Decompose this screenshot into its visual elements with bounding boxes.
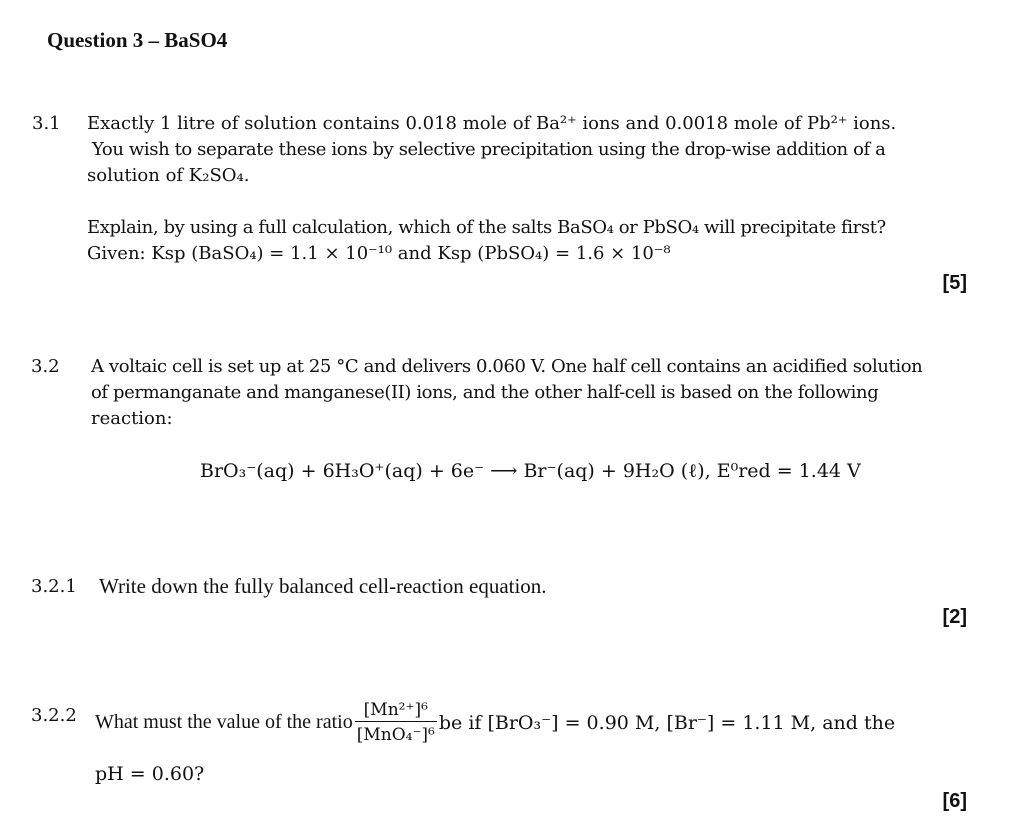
q3-1-given: Given: Ksp (BaSO₄) = 1.1 × 10⁻¹⁰ and Ksp (PbSO₄) = 1.6 × 10⁻⁸ <box>87 243 671 264</box>
q3-2-line-1: A voltaic cell is set up at 25 °C and delivers 0.060 V. One half cell contains an acidified solution <box>91 356 923 377</box>
half-reaction-equation: BrO₃⁻(aq) + 6H₃O⁺(aq) + 6e⁻ ⟶ Br⁻(aq) + 9H₂O (ℓ), E⁰red = 1.44 V <box>200 460 861 482</box>
q3-2-2-marks: [6] <box>942 790 967 812</box>
q3-2-2-text-after: be if [BrO₃⁻] = 0.90 M, [Br⁻] = 1.11 M, and the <box>438 711 896 734</box>
question-number-3-1: 3.1 <box>32 113 61 134</box>
q3-1-line-4: Explain, by using a full calculation, which of the salts BaSO₄ or PbSO₄ will precipitate first? <box>87 217 886 238</box>
question-number-3-2-2: 3.2.2 <box>31 705 77 726</box>
fraction-numerator: [Mn²⁺]⁶ <box>355 700 437 722</box>
q3-2-1-marks: [2] <box>942 606 967 628</box>
q3-2-line-2: of permanganate and manganese(II) ions, and the other half-cell is based on the following <box>91 382 879 403</box>
q3-2-2-ratio-line <box>95 700 895 745</box>
page-title: Question 3 – BaSO4 <box>47 28 228 52</box>
q3-1-line-3: solution of K₂SO₄. <box>87 165 250 186</box>
q3-2-2-ph-condition: pH = 0.60? <box>95 763 205 785</box>
q3-1-line-1: Exactly 1 litre of solution contains 0.018 mole of Ba²⁺ ions and 0.0018 mole of Pb²⁺ ions. <box>87 113 897 134</box>
question-number-3-2-1: 3.2.1 <box>31 576 77 597</box>
q3-2-1-text: Write down the fully balanced cell-reaction equation. <box>99 574 547 598</box>
question-number-3-2: 3.2 <box>31 356 60 377</box>
q3-2-line-3: reaction: <box>91 408 173 429</box>
q3-1-line-2: You wish to separate these ions by selective precipitation using the drop-wise addition of a <box>92 139 886 160</box>
q3-1-marks: [5] <box>942 272 967 294</box>
fraction-denominator: [MnO₄⁻]⁶ <box>356 725 435 745</box>
q3-2-2-text-before: What must the value of the ratio <box>95 711 353 733</box>
concentration-ratio-fraction <box>355 700 437 745</box>
